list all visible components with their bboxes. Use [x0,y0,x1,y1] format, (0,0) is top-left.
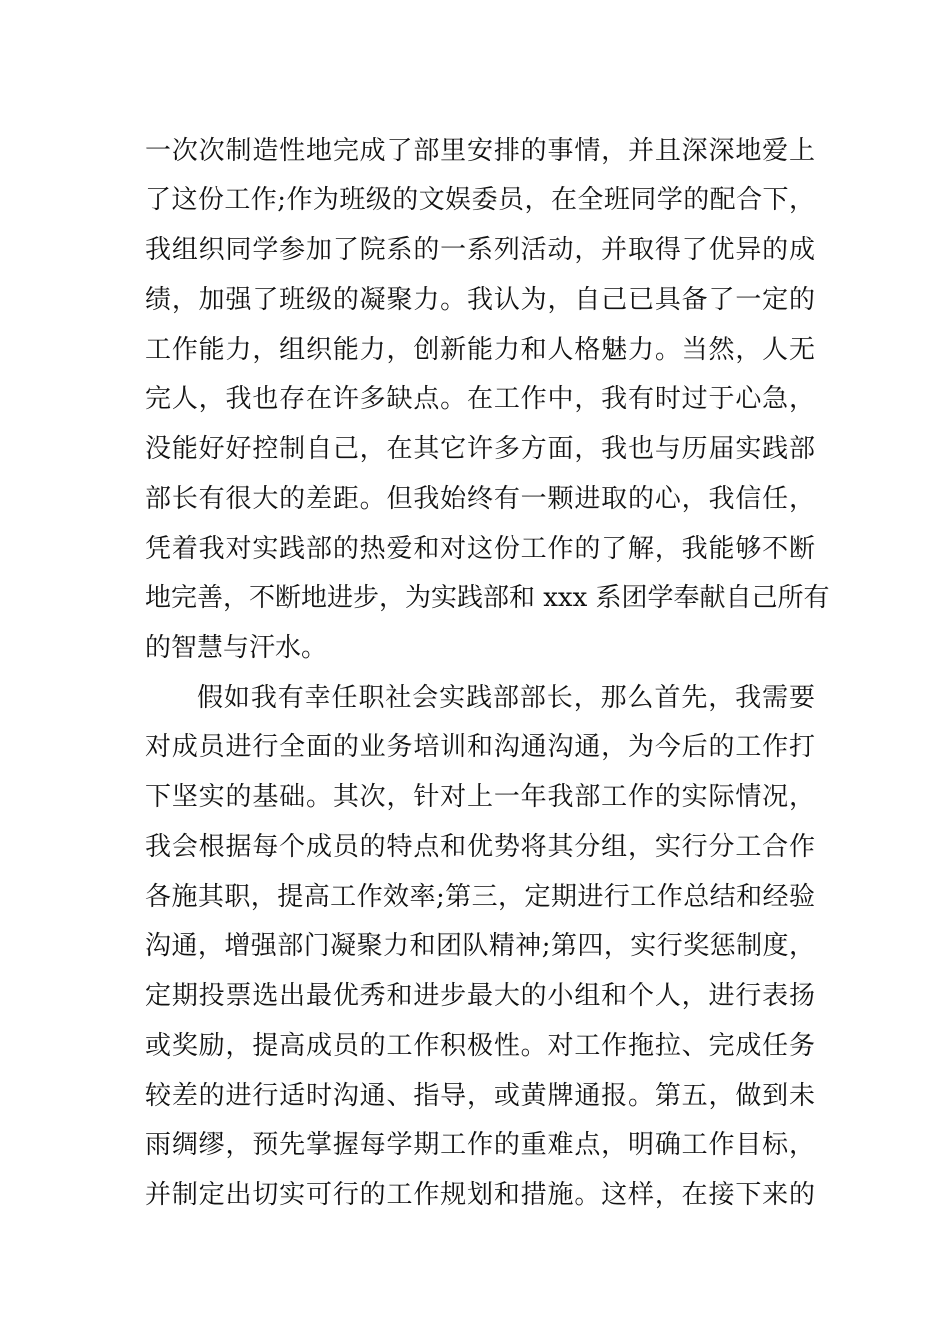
paragraph-2-line-9: 较差的进行适时沟通、指导，或黄牌通报。第五，做到未 [145,1081,815,1111]
paragraph-1-line-3: 我组织同学参加了院系的一系列活动，并取得了优异的成 [145,235,815,265]
paragraph-2-line-10: 雨绸缪，预先掌握每学期工作的重难点，明确工作目标， [145,1130,815,1160]
paragraph-2-line-11: 并制定出切实可行的工作规划和措施。这样，在接下来的 [145,1180,815,1210]
paragraph-2-line-5: 各施其职，提高工作效率;第三，定期进行工作总结和经验 [145,882,815,912]
paragraph-1-line-4: 绩，加强了班级的凝聚力。我认为，自己已具备了一定的 [145,285,815,315]
paragraph-1-line-1: 一次次制造性地完成了部里安排的事情，并且深深地爱上 [145,136,815,166]
paragraph-1-line-6: 完人，我也存在许多缺点。在工作中，我有时过于心急， [145,384,815,414]
paragraph-1-line-2: 了这份工作;作为班级的文娱委员，在全班同学的配合下， [145,185,815,215]
paragraph-2-line-7: 定期投票选出最优秀和进步最大的小组和个人，进行表扬 [145,981,815,1011]
paragraph-2-line-2: 对成员进行全面的业务培训和沟通沟通，为今后的工作打 [145,732,815,762]
paragraph-2-line-4: 我会根据每个成员的特点和优势将其分组，实行分工合作 [145,832,815,862]
paragraph-1-line-9: 凭着我对实践部的热爱和对这份工作的了解，我能够不断 [145,534,815,564]
paragraph-1-line-5: 工作能力，组织能力，创新能力和人格魅力。当然，人无 [145,335,815,365]
paragraph-2-line-8: 或奖励，提高成员的工作积极性。对工作拖拉、完成任务 [145,1031,815,1061]
paragraph-1-line-11: 的智慧与汗水。 [145,633,328,663]
paragraph-1-line-10: 地完善，不断地进步，为实践部和 xxx 系团学奉献自己所有 [145,583,830,613]
paragraph-1-line-8: 部长有很大的差距。但我始终有一颗进取的心，我信任， [145,484,815,514]
paragraph-1-line-7: 没能好好控制自己，在其它许多方面，我也与历届实践部 [145,434,815,464]
paragraph-2-line-3: 下坚实的基础。其次，针对上一年我部工作的实际情况， [145,782,815,812]
paragraph-2-line-1: 假如我有幸任职社会实践部部长，那么首先，我需要 [197,683,815,713]
paragraph-2-line-6: 沟通，增强部门凝聚力和团队精神;第四，实行奖惩制度， [145,931,815,961]
